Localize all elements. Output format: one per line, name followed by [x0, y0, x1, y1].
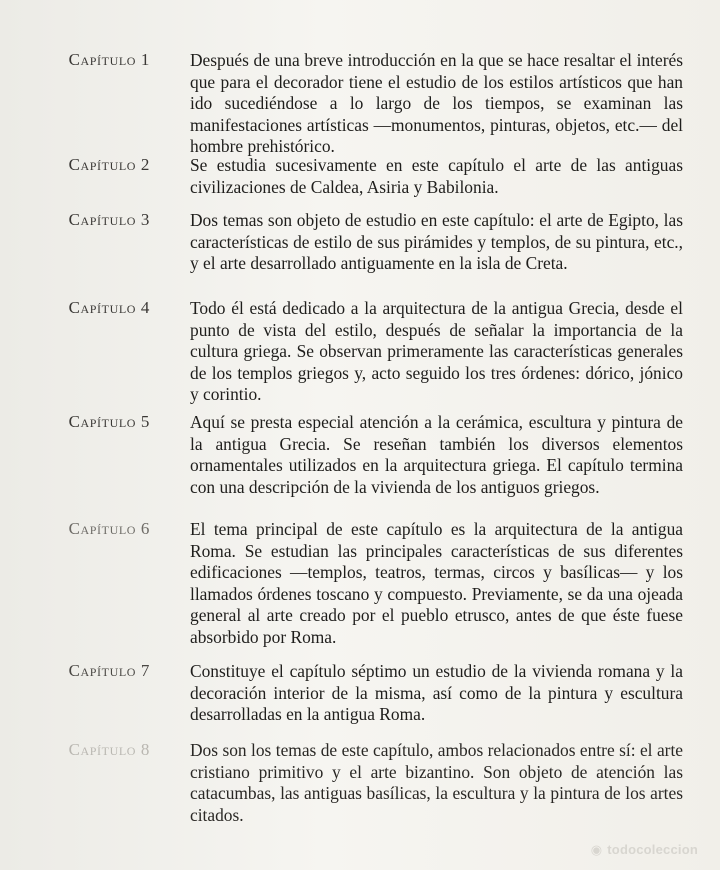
chapter-label: Capítulo 2 — [68, 155, 150, 174]
chapter-summary: Después de una breve introducción en la que se hace resaltar el interés que para el decorador tiene el estudio de los estilos artísticos que han ido sucediéndose a lo largo de los tiempos, se examinan las manifestaciones artísticas —monumentos, pinturas, objetos, etc.— del hombre prehistórico. — [190, 50, 683, 156]
watermark — [591, 842, 698, 858]
chapter-label: Capítulo 6 — [68, 519, 150, 538]
chapter-label: Capítulo 1 — [68, 50, 150, 69]
chapter-summary: Dos son los temas de este capítulo, ambos relacionados entre sí: el arte cristiano primitivo y el arte bizantino. Son objeto de atención las catacumbas, las antiguas basílicas, la escultura y la pintura de los artes citados. — [190, 740, 683, 825]
watermark-text: todocoleccion — [607, 842, 698, 857]
watermark-logo-icon: ◉ — [590, 842, 603, 857]
chapter-summary: Se estudia sucesivamente en este capítulo el arte de las antiguas civilizaciones de Caldea, Asiria y Babilonia. — [190, 155, 683, 197]
chapter-label: Capítulo 5 — [68, 412, 150, 431]
chapter-label: Capítulo 8 — [68, 740, 150, 759]
chapter-label: Capítulo 7 — [68, 661, 150, 680]
chapter-label: Capítulo 4 — [68, 298, 150, 317]
chapter-label: Capítulo 3 — [68, 210, 150, 229]
chapter-summary: Dos temas son objeto de estudio en este capítulo: el arte de Egipto, las características de estilo de sus pirámides y templos, de su pintura, etc., y el arte desarrollado antiguamente en la isla de Creta. — [190, 210, 683, 273]
chapter-summary: Constituye el capítulo séptimo un estudio de la vivienda romana y la decoración interior de la misma, así como de la pintura y escultura desarrolladas en la antigua Roma. — [190, 661, 683, 724]
chapter-summary: Aquí se presta especial atención a la cerámica, escultura y pintura de la antigua Grecia. Se reseñan también los diversos elementos ornamentales utilizados en la arquitectura griega. El capítulo termina con una descripción de la vivienda de los antiguos griegos. — [190, 412, 683, 497]
chapter-summary: El tema principal de este capítulo es la arquitectura de la antigua Roma. Se estudian las principales características de sus diferentes edificaciones —templos, teatros, termas, circos y basílicas— y los llamados órdenes toscano y compuesto. Previamente, se da una ojeada general al arte creado por el pueblo etrusco, antes de que éste fuese absorbido por Roma. — [190, 519, 683, 647]
chapter-summary: Todo él está dedicado a la arquitectura de la antigua Grecia, desde el punto de vista del estilo, después de señalar la importancia de la cultura griega. Se observan primeramente las características generales de los templos griegos y, acto seguido los tres órdenes: dórico, jónico y corintio. — [190, 298, 683, 404]
